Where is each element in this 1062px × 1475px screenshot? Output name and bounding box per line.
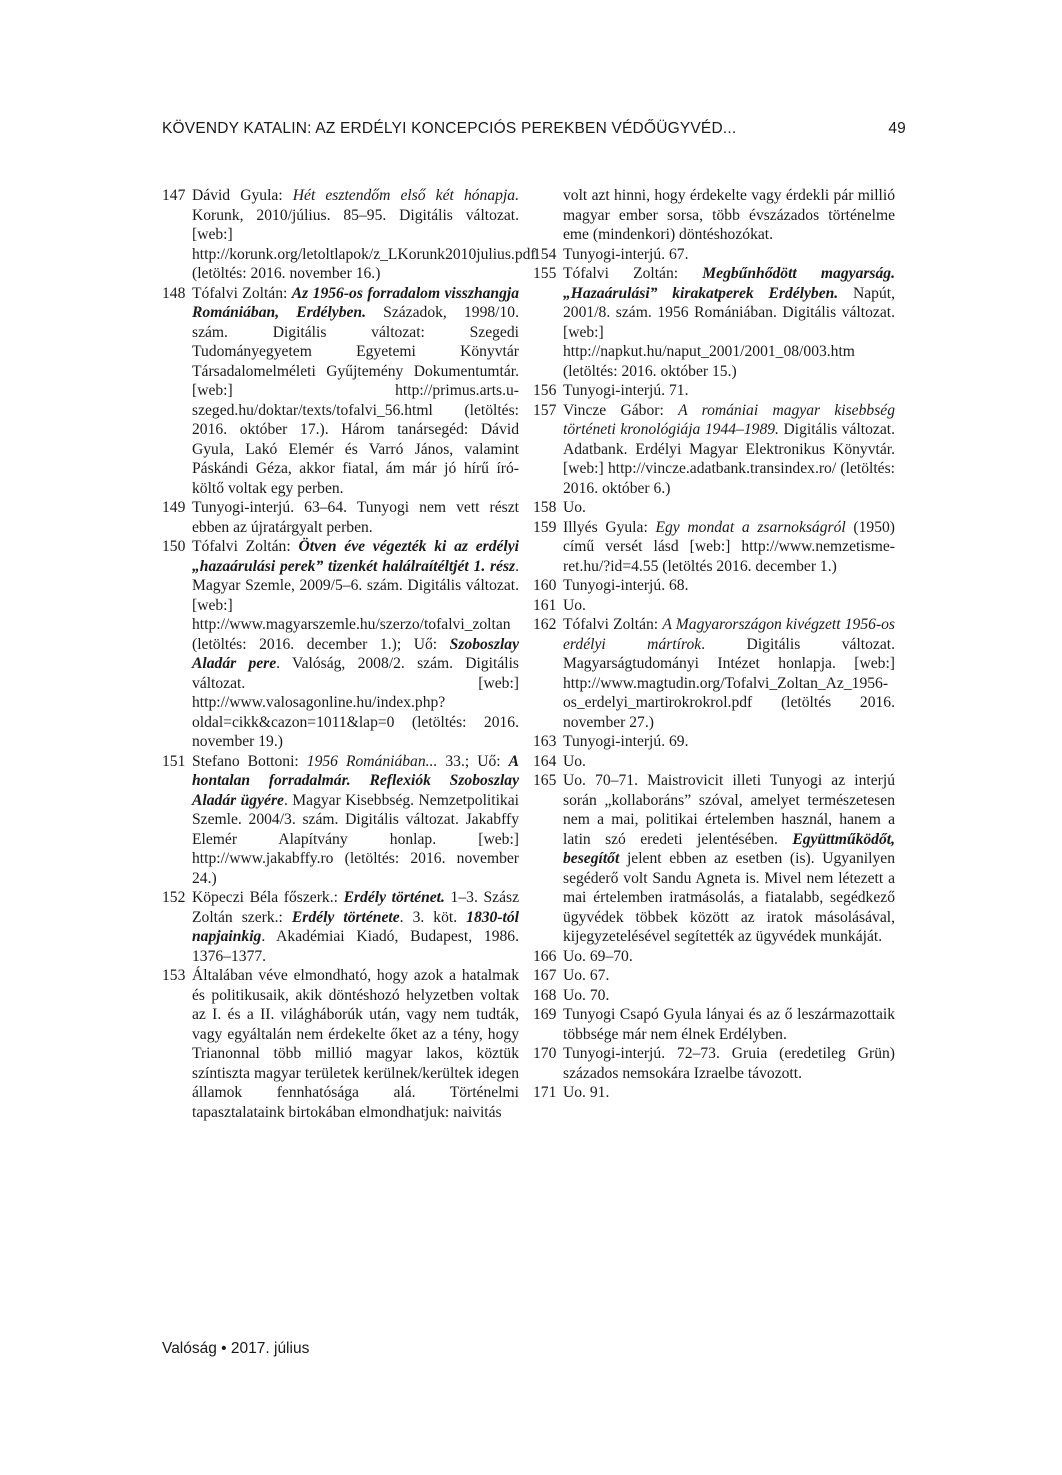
footnote-title: 1830-tól napjainkig [192,908,519,945]
footnote [533,947,895,967]
footnote-title: Erdély történet. [343,889,445,906]
footnote-text: Uo. 69–70. [563,947,633,965]
running-title: KÖVENDY KATALIN: AZ ERDÉLYI KONCEPCIÓS PEREKBEN VÉDŐÜGYVÉD... [162,120,737,137]
footnote-text: . Valóság, 2008/2. szám. Digitális változat. [web:] http://www.valosagonline.hu/index.php?oldal=cikk&cazon=1011&lap=0 (letöltés: 2016. november 19.) [192,655,519,750]
footnote-text: Uo. [563,499,586,516]
footnote [162,752,519,889]
footnote-number: 150 [162,538,186,555]
footnote [162,284,519,499]
footnote [533,186,895,245]
footnote [533,1083,895,1103]
footnote-text: Századok, 1998/10. szám. Digitális változat: Szegedi Tudományegyetem Egyetemi Könyvtár Társadalomelméleti Gyűjtemény Dokumentumtár. [web:] http://primus.arts.u-szeged.hu/doktar/texts/tofalvi_56.html (letöltés: 2016. október 17.). Három tanársegéd: Dávid Gyula, Lakó Elemér és Varró János, valamint Páskándi Géza, akkor fiatal, ám már jó hírű író-költő voltak egy perben. [192,304,519,497]
footnote-title: Hét esztendőm első két hónapja. [292,187,519,204]
footnote [533,1005,895,1044]
footnote-text: Uo. 91. [563,1084,610,1101]
footnote-text: jelent ebben az esetben (is). Ugyanilyen segéderő volt Sandu Agneta is. Mivel nem létezett a mai értelemben iratmásolás, a fiatalabb, segédkező ügyvédek többek között az iratok másolásával, kijegyzetelésével segítették az ügyvédek munkáját. [563,850,895,945]
footnote-text: Tunyogi-interjú. 63–64. Tunyogi nem vett részt ebben az újratárgyalt perben. [192,499,519,536]
footnote-number: 157 [533,401,557,419]
footnote-text: Illyés Gyula: [563,518,656,536]
footnote-text: Tunyogi-interjú. 72–73. Gruia (eredetileg Grün) százados nemsokára Izraelbe távozott. [563,1045,895,1082]
footnote [162,888,519,966]
footnote-number: 159 [533,518,557,536]
footnote-number: 153 [162,967,186,984]
footnote-title: Egy mondat a zsarnokságról [655,518,846,536]
page-footer: Valóság • 2017. július [162,1340,310,1357]
footnote [533,771,895,947]
footnote [533,986,895,1006]
footnote [533,518,895,577]
footnote-text: . Digitális változat. Magyarságtudományi Intézet honlapja. [web:] http://www.magtudin.org/Tofalvi_Zoltan_Az_1956-os_erdelyi_martirokrokrol.pdf (letöltés 2016. november 27.) [563,635,895,731]
footnote-text: . 3. köt. [399,908,467,926]
footnote-text: 1–3. Szász Zoltán szerk.: [192,889,519,926]
footnote [533,752,895,772]
footnote-title: Együttműködőt, besegítőt [563,830,895,867]
footnote-number: 147 [162,187,186,204]
footnote-text: Tófalvi Zoltán: [192,538,299,555]
footnote-number: 158 [533,499,557,516]
footnote-number: 156 [533,382,557,399]
footnote-text: Tófalvi Zoltán: [192,284,292,302]
footnote-title: Szoboszlay Aladár pere [192,635,519,672]
footnote-text: Uo. [563,596,586,614]
footnote-text: Tunyogi-interjú. 67. [563,245,689,263]
footnote-text: volt azt hinni, hogy érdekelte vagy érdekli pár millió magyar ember sorsa, több évszázados történelme eme (mindenkori) döntéshozókat. [563,187,895,243]
footnote [533,615,895,732]
footnote-text: Stefano Bottoni: [192,752,307,770]
footnote-text: Napút, 2001/8. szám. 1956 Romániában. Digitális változat. [web:] http://napkut.hu/naput_2001/2001_08/003.htm (letöltés: 2016. október 15.) [563,284,896,380]
page-number: 49 [888,120,906,137]
footnote-number: 152 [162,889,186,906]
footnote [533,596,895,616]
footnote-text: Vincze Gábor: [563,401,679,419]
footnote [533,966,895,986]
footnote-number: 166 [533,947,557,965]
footnote-number: 160 [533,577,557,594]
footnote-text: . Magyar Kisebbség. Nemzetpolitikai Szemle. 2004/3. szám. Digitális változat. Jakabffy Elemér Alapítvány honlap. [web:] http://www.jakabffy.ro (letöltés: 2016. november 24.) [192,791,519,887]
footnote-text: Tunyogi Csapó Gyula lányai és az ő leszármazottaik többsége már nem élnek Erdélyben. [563,1006,895,1043]
footnote-title: A romániai magyar kisebbség történeti kronológiája 1944–1989. [563,401,895,438]
footnote [533,732,895,752]
footnote-text: . Akadémiai Kiadó, Budapest, 1986. 1376–1377. [192,928,519,965]
footnote-number: 155 [533,265,557,282]
footnote-number: 168 [533,986,557,1004]
footnote [162,186,536,284]
footnote-number: 170 [533,1045,557,1062]
footnote-title: Megbűnhődött magyarság. „Hazaárulási” kirakatperek Erdélyben. [563,265,895,302]
footnote-text: 33.; Uő: [437,752,509,770]
footnote-number: 149 [162,499,186,516]
footnote [533,245,895,265]
footnote-text: Uo. 67. [563,967,610,984]
footnote-number: 161 [533,596,557,614]
footnote-number: 162 [533,616,557,633]
footnote-text: Tunyogi-interjú. 71. [563,382,689,399]
footnote-number: 167 [533,967,557,984]
footnote-number: 169 [533,1006,557,1023]
footnote [533,576,895,596]
running-head [162,120,906,142]
footnote-number: 154 [533,245,557,263]
footnote-number: 165 [533,772,557,789]
footnote-number: 164 [533,752,557,770]
footnote [533,264,895,381]
footnote-text: Korunk, 2010/július. 85–95. Digitális változat. [web:] http://korunk.org/letoltlapok/z_LKorunk2010julius.pdf (letöltés: 2016. november 16.) [192,206,536,282]
footnote-title: 1956 Romániában... [306,752,438,770]
footnote-title: Erdély története [291,908,400,926]
footnotes-right-column [533,186,895,1103]
footnote-text: Köpeczi Béla főszerk.: [192,889,344,906]
footnote-number: 171 [533,1084,557,1101]
footnote-text: Tunyogi-interjú. 69. [563,733,689,750]
footnote-text: Tunyogi-interjú. 68. [563,577,689,594]
footnote-title: Ötven éve végezték ki az erdélyi „hazaárulási perek” tizenkét halálraítéltjét 1. rész [192,538,520,575]
footnote-title: A Magyarországon kivégzett 1956-os erdélyi mártírok [563,616,896,653]
footnote [533,498,895,518]
footnote-text: Digitális változat. Adatbank. Erdélyi Magyar Elektronikus Könyvtár. [web:] http://vincze.adatbank.transindex.ro/ (letöltés: 2016. október 6.) [563,421,895,497]
footnote-number: 163 [533,733,557,750]
footnote-title: Az 1956-os forradalom visszhangja Romániában, Erdélyben. [192,284,520,321]
footnote-text: (1950) című versét lásd [web:] http://www.nemzetisme-ret.hu/?id=4.55 (letöltés 2016. december 1.) [563,518,895,575]
footnote [533,1044,895,1083]
footnote-title: A hontalan forradalmár. Reflexiók Szoboszlay Aladár ügyére [192,752,519,809]
footnote [162,498,519,537]
footnote [162,966,519,1122]
footnote-number: 151 [162,752,186,770]
footnote-text: . Magyar Szemle, 2009/5–6. szám. Digitális változat. [web:] http://www.magyarszemle.hu/szerzo/tofalvi_zoltan (letöltés: 2016. december 1.); Uő: [192,557,519,653]
footnote [162,537,519,752]
footnote-number: 148 [162,284,186,302]
footnote-text: Uo. 70. [563,986,610,1004]
footnote-text: Dávid Gyula: [192,187,293,204]
footnotes-left-column [162,186,536,1122]
footnote-text: Uo. [563,752,586,770]
footnote-text: Uo. 70–71. Maistrovicit illeti Tunyogi az interjú során „kollaboráns” szóval, amelyet természetesen nem a mai, politikai értelemben használ, hanem a latin szó eredeti jelentésében. [563,772,895,848]
footnote [533,381,895,401]
footnote-text: Tófalvi Zoltán: [563,616,663,633]
footnote-text: Általában véve elmondható, hogy azok a hatalmak és politikusaik, akik döntéshozó helyzetben voltak az I. és a II. világháborúk után, vagy nem tudták, vagy egyáltalán nem érdekelte őket az a tény, hogy Trianonnal több millió magyar lakos, köztük színtiszta magyar területek kerülnek/kerültek idegen államok fennhatósága alá. Történelmi tapasztalataink birtokában elmondhatjuk: naivitás [192,967,519,1121]
footnote-text: Tófalvi Zoltán: [563,265,703,282]
footnote [533,401,895,499]
